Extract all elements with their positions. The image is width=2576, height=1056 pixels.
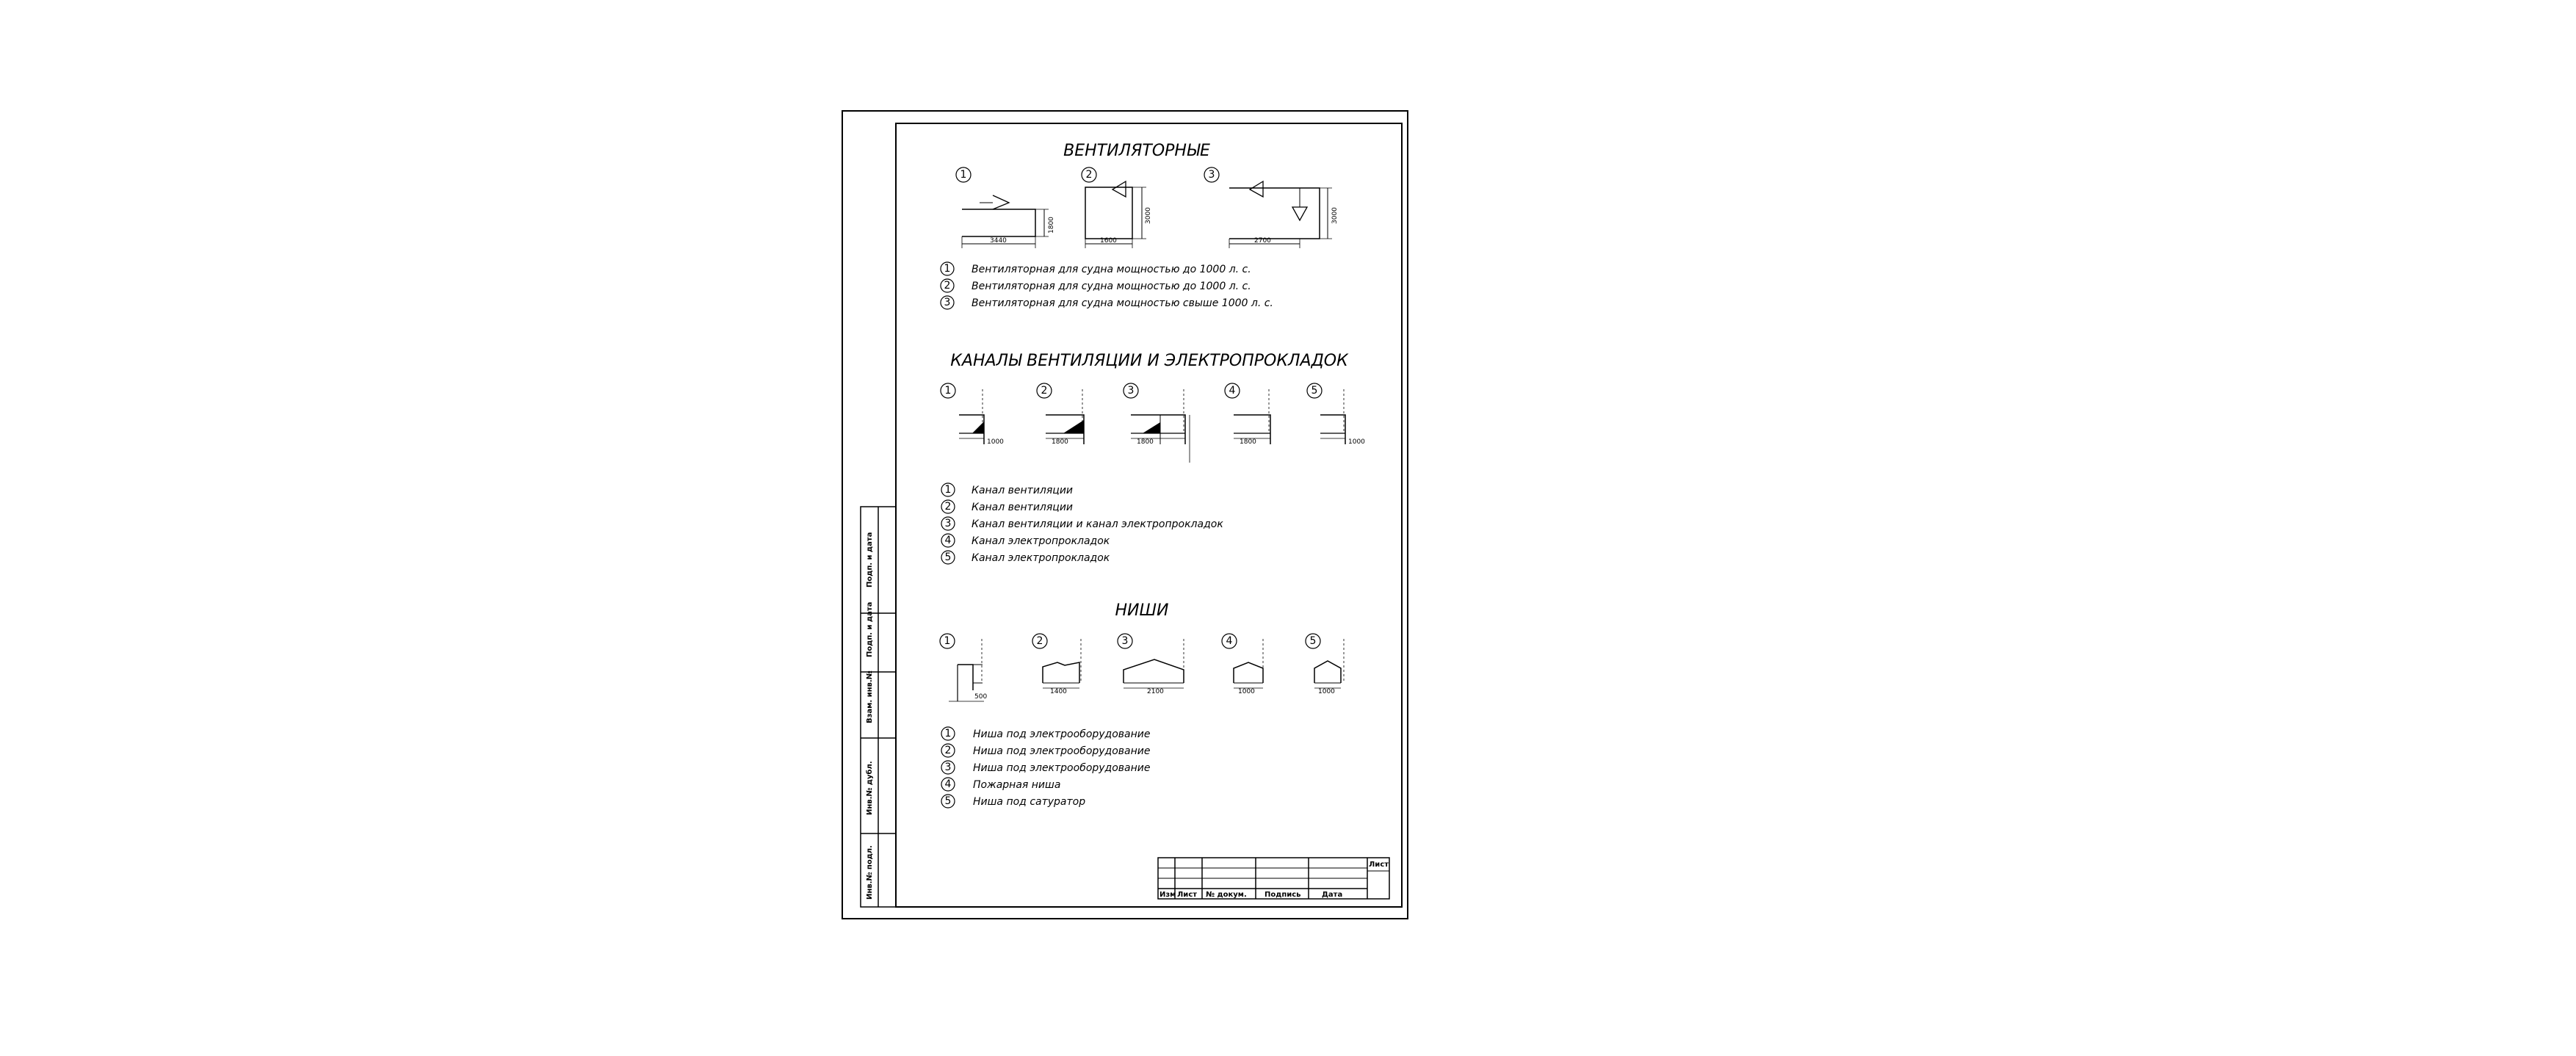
niche-figure-3 (1118, 634, 1184, 695)
fan-room-figure-3 (1204, 167, 1339, 248)
legend-text: Канал электропрокладок (972, 552, 1110, 564)
legend-text: Вентиляторная для судна мощностью до 1000 л. с. (972, 281, 1251, 292)
duct-figure-1 (941, 383, 1004, 446)
duct-figure-4 (1225, 383, 1270, 446)
legend-number: 4 (944, 535, 952, 546)
legend-text: Ниша под электрооборудование (973, 745, 1151, 757)
side-stamp-label-3: Взам. инв.№ (866, 670, 874, 723)
column-izm: Изм (1159, 891, 1176, 899)
dimension-label: 1800 (1240, 438, 1256, 446)
legend-number: 1 (944, 728, 952, 739)
fan-room-figure-1 (956, 167, 1055, 248)
legend-text: Ниша под электрооборудование (973, 762, 1151, 774)
legend-number: 2 (944, 280, 951, 292)
column-list: Лист (1177, 891, 1198, 899)
legend-text: Канал электропрокладок (972, 535, 1110, 547)
dimension-label: 1000 (987, 438, 1004, 446)
dimension-label: 2100 (1147, 688, 1164, 695)
figure-number: 3 (1127, 385, 1135, 397)
legend-text: Канал вентиляции (972, 485, 1074, 496)
legend (941, 262, 1273, 309)
section-ducts (941, 352, 1365, 564)
legend-number: 5 (944, 551, 952, 563)
legend-number: 4 (944, 778, 952, 790)
legend-number: 3 (944, 762, 952, 773)
figure-number: 2 (1085, 169, 1093, 181)
niche-figure-5 (1306, 634, 1344, 695)
figure-number: 2 (1036, 635, 1043, 647)
figure-number: 3 (1208, 169, 1215, 181)
dimension-label: 1000 (1238, 688, 1255, 695)
section-niches (940, 601, 1344, 808)
fan-room-figure-2 (1082, 167, 1152, 248)
legend-text: Ниша под сатуратор (973, 796, 1086, 808)
dimension-label: 1800 (1052, 438, 1068, 446)
figure-number: 5 (1311, 385, 1318, 397)
side-stamp-label-5: Инв.№ подл. (866, 845, 874, 900)
dimension-label: 1000 (1348, 438, 1365, 446)
section-fan-rooms (941, 142, 1339, 309)
side-stamp (861, 507, 896, 907)
sheet-label: Лист (1369, 861, 1389, 869)
niche-figure-1 (940, 634, 987, 701)
legend-number: 2 (944, 501, 952, 513)
duct-figure-2 (1037, 383, 1084, 446)
column-signature: Подпись (1265, 891, 1301, 899)
legend-number: 3 (944, 518, 952, 529)
outer-border (842, 111, 1408, 919)
figure-number: 1 (944, 635, 951, 647)
legend-number: 3 (944, 297, 951, 308)
dimension-height: 3000 (1145, 207, 1152, 224)
column-doc-number: № докум. (1206, 891, 1247, 899)
dimension-height: 3000 (1331, 207, 1339, 224)
legend (941, 483, 1223, 564)
duct-figure-3 (1124, 383, 1190, 463)
dimension-label: 1400 (1050, 688, 1067, 695)
side-stamp-label-4: Инв.№ дубл. (866, 761, 874, 815)
legend-text: Пожарная ниша (973, 779, 1061, 791)
niche-figure-4 (1222, 634, 1263, 695)
legend-number: 1 (944, 263, 951, 275)
legend (941, 727, 1151, 808)
inner-frame (896, 123, 1402, 907)
column-date: Дата (1322, 891, 1343, 899)
legend-text: Вентиляторная для судна мощностью до 1000 л. с. (972, 264, 1251, 275)
figure-number: 3 (1121, 635, 1129, 647)
legend-number: 2 (944, 745, 952, 756)
figure-number: 1 (960, 169, 967, 181)
dimension-label: 500 (974, 693, 988, 701)
figure-number: 4 (1229, 385, 1236, 397)
dimension-width: 2700 (1254, 237, 1271, 245)
section-title: НИШИ (1115, 601, 1169, 620)
legend-text: Канал вентиляции (972, 502, 1074, 513)
dimension-width: 3440 (990, 237, 1007, 245)
section-title: ВЕНТИЛЯТОРНЫЕ (1063, 142, 1210, 160)
figure-number: 1 (944, 385, 952, 397)
section-title: КАНАЛЫ ВЕНТИЛЯЦИИ И ЭЛЕКТРОПРОКЛАДОК (950, 352, 1348, 370)
duct-figure-5 (1307, 383, 1365, 446)
legend-text: Вентиляторная для судна мощностью свыше 1000 л. с. (972, 297, 1273, 309)
title-block (1158, 858, 1389, 899)
dimension-label: 1000 (1318, 688, 1335, 695)
dimension-height: 1800 (1048, 217, 1055, 234)
side-stamp-label-1: Подп. и дата (866, 532, 874, 587)
figure-number: 4 (1226, 635, 1233, 647)
legend-number: 1 (944, 484, 952, 496)
legend-text: Ниша под электрооборудование (973, 728, 1151, 740)
dimension-width: 1600 (1100, 237, 1117, 245)
side-stamp-label-2: Подп. и дата (866, 601, 874, 657)
dimension-label: 1800 (1137, 438, 1154, 446)
legend-number: 5 (944, 795, 952, 807)
legend-text: Канал вентиляции и канал электропрокладок (972, 518, 1223, 530)
niche-figure-2 (1032, 634, 1081, 695)
figure-number: 5 (1309, 635, 1317, 647)
figure-number: 2 (1041, 385, 1048, 397)
